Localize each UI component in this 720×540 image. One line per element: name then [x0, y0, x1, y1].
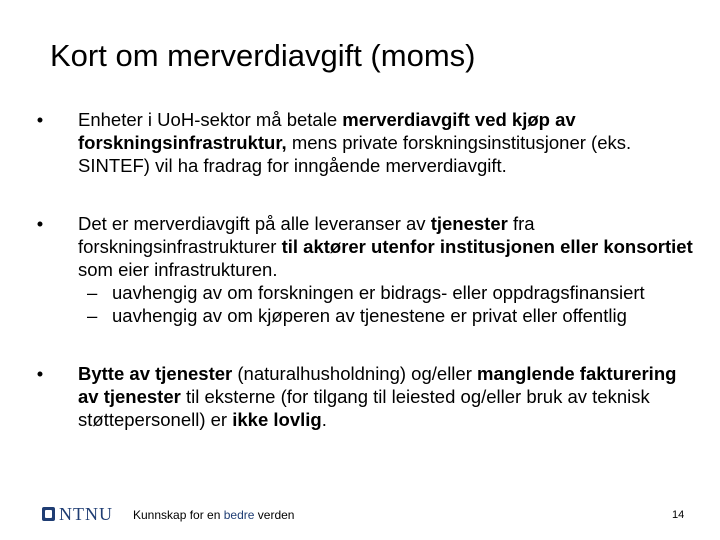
bullet-text-run: Enheter i UoH-sektor må betale: [78, 109, 343, 130]
bullet-text-bold: tjenester: [430, 213, 508, 234]
bullet-text-run: .: [321, 409, 327, 430]
bullet-text-run: mens private forskningsinstitusjoner (eks. SINTEF) vil ha fradrag for inngående merverdiavgift.: [78, 132, 632, 176]
page-number: 14: [672, 509, 685, 521]
bullet-text-bold: manglende fakturering av tjenester: [78, 363, 677, 407]
sub-bullet-item: [30, 281, 700, 304]
footer-tagline: [133, 508, 294, 522]
slide-title: Kort om merverdiavgift (moms): [50, 38, 476, 73]
bullet-item: [30, 362, 700, 431]
sub-bullet-text: uavhengig av om kjøperen av tjenestene er privat eller offentlig: [112, 305, 627, 326]
slide-footer: [0, 500, 720, 530]
slide-body: [30, 108, 700, 431]
bullet-text-run: til eksterne (for tilgang til leiested og/eller bruk av teknisk støttepersonell) er: [78, 386, 650, 430]
bullet-text-run: Det er merverdiavgift på alle leveranser av: [78, 213, 431, 234]
bullet-item: [30, 108, 700, 177]
bullet-text-bold: ikke lovlig: [232, 409, 322, 430]
bullet-text-bold: merverdiavgift ved kjøp av forskningsinfrastruktur,: [78, 109, 576, 153]
tagline-accent: bedre: [223, 508, 255, 522]
bullet-marker: •: [36, 213, 44, 234]
sub-bullet-text: uavhengig av om forskningen er bidrags- eller oppdragsfinansiert: [112, 282, 645, 303]
sub-bullet-item: [30, 304, 700, 327]
ntnu-logo-text: NTNU: [59, 504, 113, 524]
tagline-part: Kunnskap for en: [133, 508, 224, 522]
bullet-text-run: som eier infrastrukturen.: [78, 259, 278, 280]
sub-bullet-marker: –: [87, 305, 98, 326]
ntnu-logo-icon: [42, 507, 55, 521]
bullet-marker: •: [36, 109, 44, 130]
sub-bullet-marker: –: [87, 282, 98, 303]
bullet-text-run: fra forskningsinfrastrukturer: [78, 213, 535, 257]
bullet-text-bold: Bytte av tjenester: [78, 363, 233, 384]
bullet-item: [30, 212, 700, 281]
bullet-text-bold: til aktører utenfor institusjonen eller konsortiet: [281, 236, 693, 257]
tagline-part: verden: [254, 508, 295, 522]
bullet-marker: •: [36, 363, 44, 384]
bullet-text-run: (naturalhusholdning) og/eller: [232, 363, 477, 384]
